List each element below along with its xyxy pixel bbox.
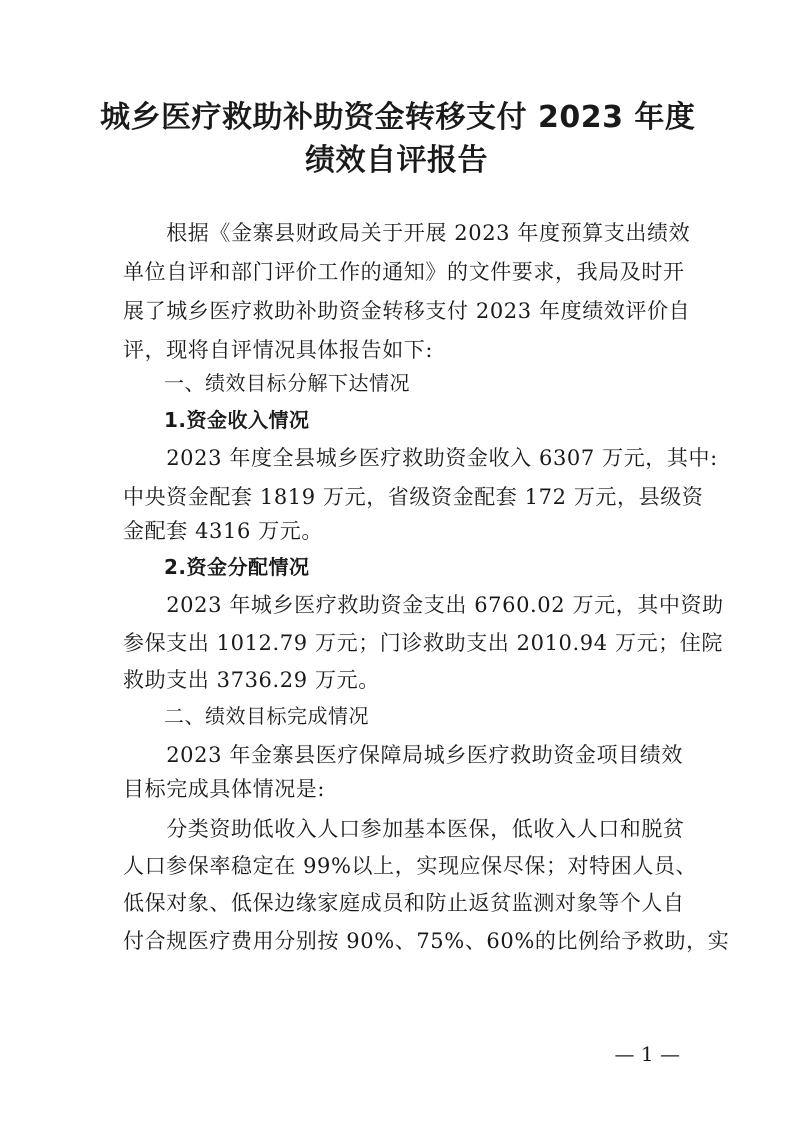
page-number: — 1 — bbox=[614, 1042, 680, 1066]
paragraph-line: 救助支出 3736.29 万元。 bbox=[123, 668, 380, 692]
report-title-line-1: 城乡医疗救助补助资金转移支付 2023 年度 bbox=[100, 100, 696, 135]
intro-line: 根据《金寨县财政局关于开展 2023 年度预算支出绩效 bbox=[123, 221, 691, 245]
paragraph-line: 人口参保率稳定在 99%以上，实现应保尽保；对特困人员、 bbox=[123, 854, 698, 878]
subsection-heading-1: 1.资金收入情况 bbox=[123, 408, 310, 432]
report-title-line-2: 绩效自评报告 bbox=[305, 143, 488, 178]
intro-line: 评，现将自评情况具体报告如下: bbox=[123, 338, 434, 362]
paragraph-line: 金配套 4316 万元。 bbox=[123, 519, 323, 543]
paragraph-line: 2023 年度全县城乡医疗救助资金收入 6307 万元，其中: bbox=[123, 446, 718, 470]
intro-line: 单位自评和部门评价工作的通知》的文件要求，我局及时开 bbox=[123, 260, 685, 284]
paragraph-line: 中央资金配套 1819 万元，省级资金配套 172 万元，县级资 bbox=[123, 485, 704, 509]
subsection-heading-2: 2.资金分配情况 bbox=[123, 555, 310, 579]
paragraph-line: 付合规医疗费用分别按 90%、75%、60%的比例给予救助，实 bbox=[123, 929, 730, 953]
paragraph-line: 分类资助低收入人口参加基本医保，低收入人口和脱贫 bbox=[123, 817, 685, 841]
section-heading-2: 二、绩效目标完成情况 bbox=[123, 704, 369, 728]
paragraph-line: 低保对象、低保边缘家庭成员和防止返贫监测对象等个人自 bbox=[123, 891, 685, 915]
intro-line: 展了城乡医疗救助补助资金转移支付 2023 年度绩效评价自 bbox=[123, 299, 691, 323]
paragraph-line: 参保支出 1012.79 万元；门诊救助支出 2010.94 万元；住院 bbox=[123, 631, 723, 655]
paragraph-line: 2023 年金寨县医疗保障局城乡医疗救助资金项目绩效 bbox=[123, 743, 683, 767]
section-heading-1: 一、绩效目标分解下达情况 bbox=[123, 371, 410, 395]
paragraph-line: 2023 年城乡医疗救助资金支出 6760.02 万元，其中资助 bbox=[123, 593, 724, 617]
paragraph-line: 目标完成具体情况是: bbox=[123, 777, 326, 801]
